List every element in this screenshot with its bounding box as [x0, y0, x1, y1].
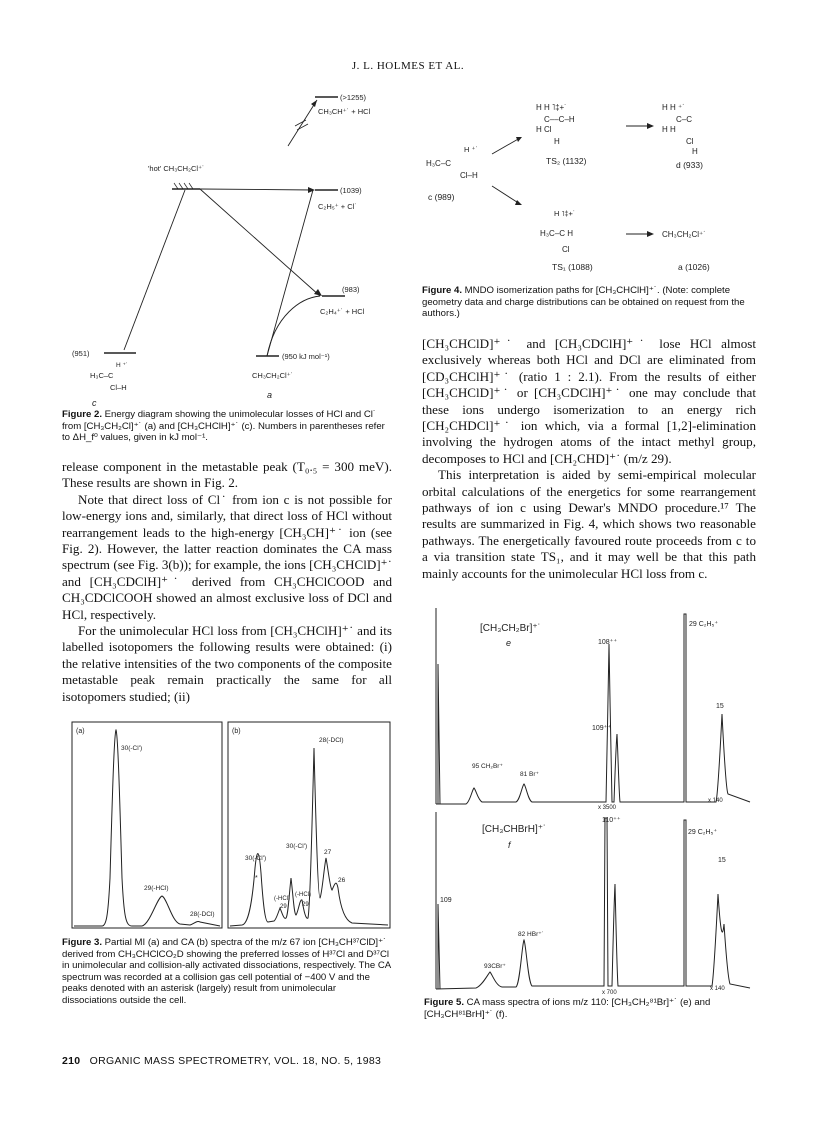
e-label-95: 95 CH₂Br⁺: [472, 763, 503, 770]
f-label-29: 29 C₂H₅⁺: [688, 829, 718, 836]
arrowhead-ts1-a: [647, 231, 654, 237]
left-column-text: [62, 459, 392, 705]
asterisk-1: *: [255, 875, 258, 882]
arrowhead-1039: [308, 187, 315, 193]
panel-a-frame: [72, 722, 222, 928]
level-951-label: (951): [72, 349, 90, 358]
ts2-struct-3: H Cl: [536, 125, 552, 134]
e-label-29: 29 C₂H₅⁺: [689, 621, 719, 628]
figure-4-mndo-paths: [416, 86, 756, 282]
right-paragraph-1: [CH₃CHClD]⁺˙ and [CH₃CDClH]⁺˙ lose HCl almost exclusively whereas both HCl and DCl are eliminated from [CD₃CHClH]⁺˙ (ratio 1 : 2.1). From the results of either [CH₃CHClD]⁺˙ or [CH₃CDClH]⁺˙ one may conclude that these ions undergo isomerization to an energy rich [CH₂CHDCl]⁺˙ ion which, via a formal [1,2]-elimination involving the hydrogen atoms of the intact methyl group, decomposes to HCl and [CH₂CHD]⁺˙ (m/z 29).: [422, 336, 756, 466]
f-label-93: 93CBr⁺: [484, 963, 506, 970]
right-paragraph-2: This interpretation is aided by semi-empirical molecular orbital calculations of the energetics for some rearrangement pathways of ion c using Dewar's MNDO procedure.¹⁷ The results are summarized in Fig. 4, which shows two reasonable pathways. The energetically favoured route proceeds from c to a via transition state TS₁, and it may well be that this path mainly accounts for the unimolecular HCl loss from c.: [422, 467, 756, 581]
f-label-15: 15: [718, 857, 726, 864]
left-paragraph-2: Note that direct loss of Cl˙ from ion c is not possible for low-energy ions and, similarly, that direct loss of HCl without rearrangement leads to the high-energy [CH₃CH]⁺˙ ion (see Fig. 2). However, the latter reaction dominates the CA mass spectrum (see Fig. 3(b)); for example, the ions [CH₃CHClD]⁺˙ and [CH₃CDClH]⁺˙ derived from CH₃CHClCOOD and CH₃CDClCOOH showed an almost exclusive loss of DCl and HCl, respectively.: [62, 491, 392, 622]
d-struct-1: H H ⁺˙: [662, 103, 685, 112]
hatch: [179, 183, 183, 189]
hatch: [189, 183, 193, 189]
figure-5-caption: [424, 997, 758, 1020]
figure-2-energy-diagram: [70, 86, 390, 406]
break-mark-2: [297, 124, 308, 130]
e-label-108: 108⁺⁺: [598, 639, 618, 646]
figure-3-caption: [62, 937, 392, 1007]
hatch: [174, 183, 178, 189]
hot-ion-label: 'hot' CH₃CH₂Cl⁺˙: [148, 164, 205, 173]
f-label-110: 110⁺⁺: [602, 817, 621, 824]
f-label-x700: x 700: [602, 990, 617, 996]
products-ch3ch-hcl: CH₃CH⁺˙ + HCl: [318, 107, 371, 116]
line-c-to-hot: [124, 190, 185, 350]
running-header: J. L. HOLMES ET AL.: [351, 60, 465, 72]
arrowhead-ts2-d: [647, 123, 654, 129]
arrow-hot-to-983: [200, 189, 320, 296]
level-983-label: (983): [342, 285, 360, 294]
line-a-to-1039: [267, 190, 313, 356]
peak-b-30-mid: 30(-Cl'): [286, 843, 308, 850]
d-struct-5: H: [692, 147, 698, 156]
peak-a-29: 29(-HCl): [144, 885, 169, 892]
f-letter: f: [508, 840, 511, 850]
arrow-c-to-ts2: [492, 138, 520, 154]
figure-5-label: Figure 5.: [424, 997, 464, 1008]
d-struct-2: C–C: [676, 115, 693, 124]
figure-5-ca-spectra: [426, 604, 756, 996]
ts1-label: TS₁ (1088): [552, 262, 593, 272]
ts2-label: TS₂ (1132): [546, 156, 587, 166]
figure-2-caption-text: Energy diagram showing the unimolecular losses of HCl and Cl˙ from [CH₃CH₂Cl]⁺˙ (a) and [CH₃CHClH]⁺˙ (c). Numbers in parentheses refer to ΔH_f⁰ values, given in kJ mol⁻¹.: [62, 409, 385, 444]
ts1-struct-3: Cl: [562, 245, 570, 254]
figure-4-caption-text: MNDO isomerization paths for [CH₃CHClH]⁺˙. (Note: complete geometry data and charge distributions can be obtained on request from the authors.): [422, 285, 745, 320]
ts2-struct-1: H H ˥‡+˙: [536, 103, 567, 112]
arrow-c-to-ts1: [492, 186, 520, 204]
f-label-109: 109: [440, 897, 452, 904]
panel-b-label: (b): [232, 728, 241, 735]
hatch: [184, 183, 188, 189]
figure-3-spectra: [62, 708, 392, 930]
peak-a-28: 28(-DCl): [190, 911, 215, 918]
journal-info: ORGANIC MASS SPECTROMETRY, VOL. 18, NO. 5, 1983: [89, 1055, 382, 1067]
peak-b-hcl-1: (-HCl): [274, 896, 290, 902]
figure-4-caption: [422, 285, 756, 320]
page-number: 210: [62, 1055, 81, 1067]
c-struct-1: H ⁺˙: [464, 145, 478, 154]
product-a: CH₃CH₂Cl⁺˙: [662, 230, 706, 239]
f-label-x140: x 140: [710, 986, 725, 992]
ion-c-letter: c: [92, 398, 97, 408]
peak-b-28: 28(-DCl): [319, 737, 344, 744]
peak-a-30: 30(-Cl'): [121, 745, 143, 752]
figure-3-caption-text: Partial MI (a) and CA (b) spectra of the m/z 67 ion [CH₃CH³⁷ClD]⁺˙ derived from CH₃CHClCO₂D showing the preferred losses of H³⁷Cl and D³⁷Cl in unimolecular and collision-ally activated dissociations, respectively. The CA spectrum was recorded at a collision gas cell potential of −400 V and the peaks denoted with an asterisk (largely) result from unimolecular dissociations outside the cell.: [62, 937, 391, 1006]
a-label: a (1026): [678, 262, 710, 272]
figure-3-label: Figure 3.: [62, 937, 102, 948]
peak-b-27: 27: [324, 849, 332, 856]
e-label-109: 109⁺⁺: [592, 725, 612, 732]
peak-b-29-1: 29: [280, 904, 287, 910]
ion-a-letter: a: [267, 390, 273, 400]
e-left-peak: [436, 608, 440, 804]
ion-c-structure-2: H ⁺˙: [116, 362, 129, 369]
left-paragraph-1: release component in the metastable peak (T₀.₅ = 300 meV). These results are shown in Fig. 2.: [62, 459, 392, 491]
products-c2h5-cl: C₂H₅⁺ + Cl˙: [318, 202, 357, 211]
e-label-81: 81 Br⁺: [520, 771, 539, 778]
e-trace: [436, 614, 750, 804]
figure-2-caption: [62, 409, 392, 444]
break-mark-1: [295, 120, 306, 126]
e-title: [CH₃CH₂Br]⁺˙: [480, 623, 542, 634]
ts1-struct-1: H ˥‡+˙: [554, 209, 576, 218]
products-c2h4-hcl: C₂H₄⁺˙ + HCl: [320, 307, 365, 316]
e-label-x140: x 140: [708, 798, 723, 804]
figure-4-label: Figure 4.: [422, 285, 462, 296]
page-footer: [62, 1055, 381, 1067]
ion-c-structure-3: Cl–H: [110, 383, 127, 392]
peak-b-29-2: 29: [302, 902, 309, 908]
ion-a-label: CH₃CH₂Cl⁺˙: [252, 371, 294, 380]
peak-b-hcl-2: (-HCl): [295, 892, 311, 898]
arrowhead-1255: [311, 100, 317, 107]
c-struct-2: H₃C–C: [426, 159, 452, 168]
level-950-label: (950 kJ mol⁻¹): [282, 352, 330, 361]
ts2-struct-2: C––C–H: [544, 115, 575, 124]
ts1-struct-2: H₃C–C H: [540, 229, 574, 238]
level-1255-label: (>1255): [340, 93, 367, 102]
arrow-hot-to-1039: [200, 189, 313, 190]
level-1039-label: (1039): [340, 186, 362, 195]
left-paragraph-3: For the unimolecular HCl loss from [CH₃CHClH]⁺˙ and its labelled isotopomers the following results were obtained: (i) the relative intensities of the two components of the composite metastable peak remain practically the same for all isotopomers studied; (ii): [62, 623, 392, 704]
figure-2-label: Figure 2.: [62, 409, 102, 420]
peak-b-30-left: 30(-Cl'): [245, 855, 267, 862]
figure-5-caption-text: CA mass spectra of ions m/z 110: [CH₃CH₂⁸¹Br]⁺˙ (e) and [CH₃CH⁸¹BrH]⁺˙ (f).: [424, 997, 711, 1020]
e-label-15: 15: [716, 703, 724, 710]
ion-c-structure-1: H₃C–C: [90, 371, 114, 380]
e-label-x3500: x 3500: [598, 805, 617, 811]
arrowhead-c-ts1: [515, 200, 522, 205]
panel-a-trace: [74, 730, 220, 926]
arrowhead-983: [314, 289, 322, 296]
arrow-to-1255: [288, 100, 317, 146]
c-struct-3: Cl–H: [460, 171, 478, 180]
e-letter: e: [506, 638, 512, 648]
f-label-82: 82 HBr⁺˙: [518, 931, 544, 938]
d-struct-4: Cl: [686, 137, 694, 146]
right-column-text: [422, 336, 756, 582]
peak-b-26: 26: [338, 877, 346, 884]
c-label: c (989): [428, 192, 455, 202]
panel-a-label: (a): [76, 728, 85, 735]
d-struct-3: H H: [662, 125, 676, 134]
d-label: d (933): [676, 160, 703, 170]
ts2-struct-4: H: [554, 137, 560, 146]
f-title: [CH₃CHBrH]⁺˙: [482, 824, 547, 835]
panel-b-trace: [230, 748, 388, 926]
